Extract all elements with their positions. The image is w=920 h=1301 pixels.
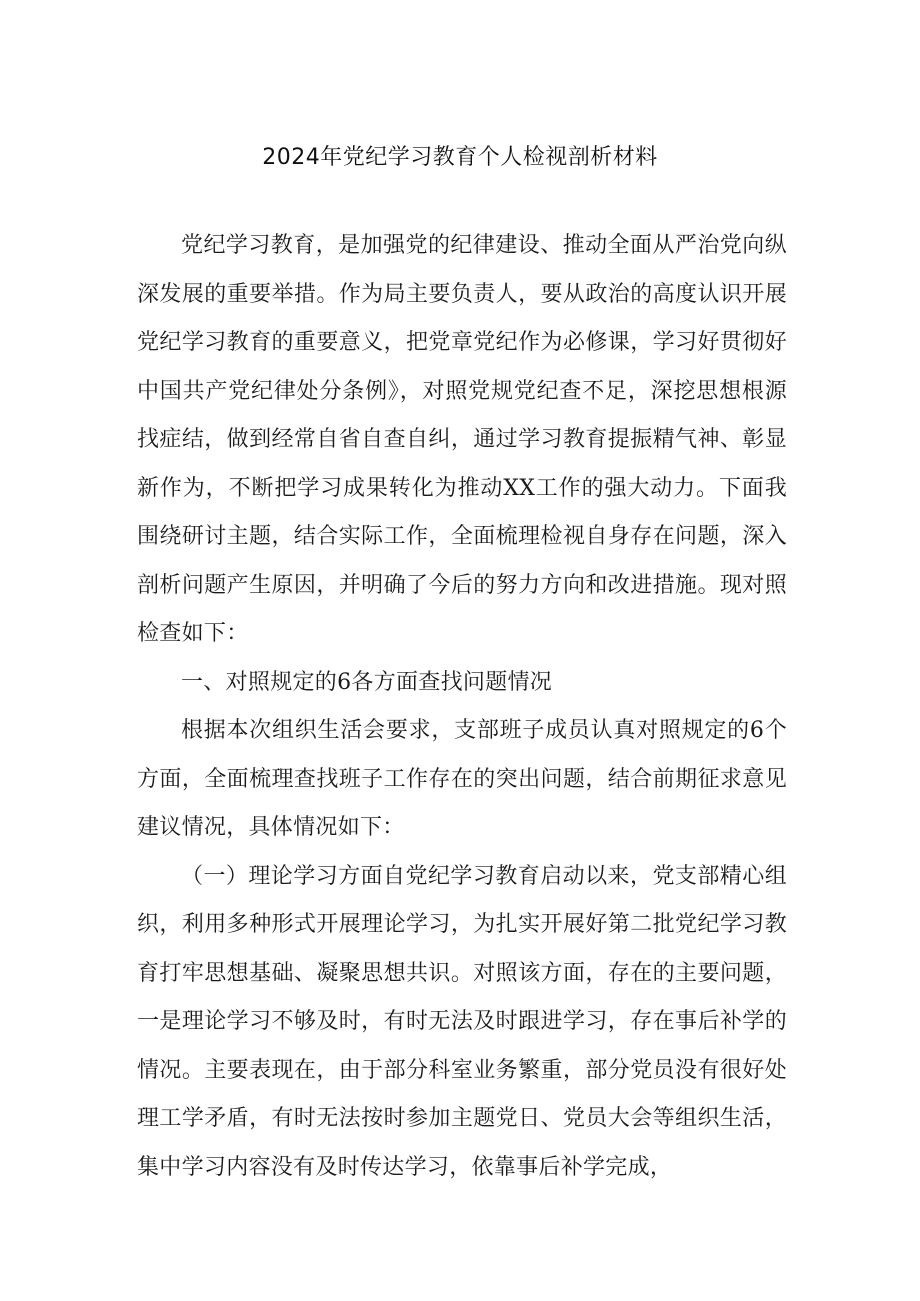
section-heading: 一、对照规定的6各方面查找问题情况 bbox=[181, 669, 553, 695]
paragraph-intro: 党纪学习教育，是加强党的纪律建设、推动全面从严治党向纵深发展的重要举措。作为局主要负责人，要从政治的高度认识开展党纪学习教育的重要意义，把党章党纪作为必修课，学习好贯彻好中国共产党纪律处分条例》，对照党规党纪查不足，深挖思想根源找症结，做到经常自省自查自纠，通过学习教育提振精气神、彰显新作为，不断把学习成果转化为推动XX工作的强大动力。下面我围绕研讨主题，结合实际工作，全面梳理检视自身存在问题，深入剖析问题产生原因，并明确了今后的努力方向和改进措施。现对照检查如下： bbox=[137, 233, 787, 646]
paragraph-requirements: 根据本次组织生活会要求，支部班子成员认真对照规定的6个方面，全面梳理查找班子工作存在的突出问题，结合前期征求意见建议情况，具体情况如下： bbox=[137, 718, 787, 840]
paragraph-theory-study: （一）理论学习方面自党纪学习教育启动以来，党支部精心组织，利用多种形式开展理论学习，为扎实开展好第二批党纪学习教育打牢思想基础、凝聚思想共识。对照该方面，存在的主要问题，一是理论学习不够及时，有时无法及时跟进学习，存在事后补学的情况。主要表现在，由于部分科室业务繁重，部分党员没有很好处理工学矛盾，有时无法按时参加主题党日、党员大会等组织生活，集中学习内容没有及时传达学习，依靠事后补学完成， bbox=[137, 863, 787, 1180]
document-body bbox=[137, 222, 787, 1192]
document-title: 2024年党纪学习教育个人检视剖析材料 bbox=[262, 145, 658, 170]
